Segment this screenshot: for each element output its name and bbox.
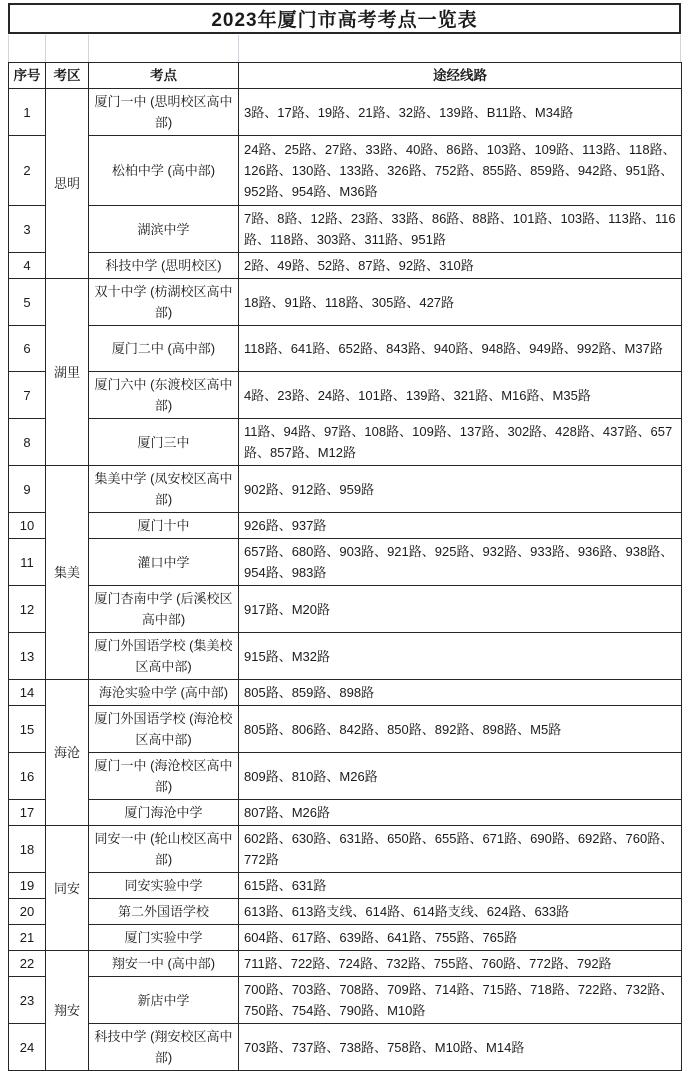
seq-cell: 4 bbox=[9, 253, 46, 279]
routes-cell: 615路、631路 bbox=[239, 873, 682, 899]
seq-cell: 9 bbox=[9, 466, 46, 513]
table-row bbox=[9, 279, 682, 326]
routes-cell: 805路、806路、842路、850路、892路、898路、M5路 bbox=[239, 706, 682, 753]
district-cell: 湖里 bbox=[46, 279, 89, 466]
site-cell: 厦门外国语学校 (集美校区高中部) bbox=[89, 633, 239, 680]
seq-cell: 17 bbox=[9, 800, 46, 826]
routes-cell: 3路、17路、19路、21路、32路、139路、B11路、M34路 bbox=[239, 89, 682, 136]
table-row bbox=[9, 539, 682, 586]
table-row bbox=[9, 753, 682, 800]
site-cell: 科技中学 (思明校区) bbox=[89, 253, 239, 279]
table-row bbox=[9, 372, 682, 419]
district-cell: 翔安 bbox=[46, 951, 89, 1071]
table-row bbox=[9, 466, 682, 513]
district-cell: 同安 bbox=[46, 826, 89, 951]
table-row bbox=[9, 977, 682, 1024]
site-cell: 厦门一中 (思明校区高中部) bbox=[89, 89, 239, 136]
routes-cell: 24路、25路、27路、33路、40路、86路、103路、109路、113路、118路、126路、130路、133路、326路、752路、855路、859路、942路、951路、952路、954路、M36路 bbox=[239, 136, 682, 206]
routes-cell: 7路、8路、12路、23路、33路、86路、88路、101路、103路、113路、116路、118路、303路、311路、951路 bbox=[239, 206, 682, 253]
table-row bbox=[9, 706, 682, 753]
routes-cell: 602路、630路、631路、650路、655路、671路、690路、692路、760路、772路 bbox=[239, 826, 682, 873]
col-header-seq: 序号 bbox=[9, 63, 46, 89]
routes-cell: 700路、703路、708路、709路、714路、715路、718路、722路、732路、750路、754路、790路、M10路 bbox=[239, 977, 682, 1024]
site-cell: 厦门外国语学校 (海沧校区高中部) bbox=[89, 706, 239, 753]
gridline-gap bbox=[8, 34, 681, 62]
seq-cell: 13 bbox=[9, 633, 46, 680]
district-cell: 海沧 bbox=[46, 680, 89, 826]
seq-cell: 16 bbox=[9, 753, 46, 800]
site-cell: 厦门海沧中学 bbox=[89, 800, 239, 826]
site-cell: 双十中学 (枋湖校区高中部) bbox=[89, 279, 239, 326]
gridline bbox=[680, 35, 681, 62]
routes-cell: 915路、M32路 bbox=[239, 633, 682, 680]
table-row bbox=[9, 899, 682, 925]
table-row bbox=[9, 513, 682, 539]
routes-cell: 809路、810路、M26路 bbox=[239, 753, 682, 800]
seq-cell: 2 bbox=[9, 136, 46, 206]
site-cell: 厦门杏南中学 (后溪校区高中部) bbox=[89, 586, 239, 633]
exam-sites-table bbox=[8, 62, 682, 1071]
site-cell: 厦门十中 bbox=[89, 513, 239, 539]
col-header-routes: 途经线路 bbox=[239, 63, 682, 89]
seq-cell: 15 bbox=[9, 706, 46, 753]
site-cell: 灌口中学 bbox=[89, 539, 239, 586]
table-title: 2023年厦门市高考考点一览表 bbox=[8, 3, 681, 34]
seq-cell: 23 bbox=[9, 977, 46, 1024]
routes-cell: 805路、859路、898路 bbox=[239, 680, 682, 706]
site-cell: 厦门二中 (高中部) bbox=[89, 326, 239, 372]
site-cell: 集美中学 (凤安校区高中部) bbox=[89, 466, 239, 513]
seq-cell: 22 bbox=[9, 951, 46, 977]
table-row bbox=[9, 633, 682, 680]
seq-cell: 19 bbox=[9, 873, 46, 899]
table-row bbox=[9, 586, 682, 633]
gridline bbox=[8, 35, 9, 62]
table-row bbox=[9, 826, 682, 873]
routes-cell: 4路、23路、24路、101路、139路、321路、M16路、M35路 bbox=[239, 372, 682, 419]
site-cell: 同安实验中学 bbox=[89, 873, 239, 899]
table-row bbox=[9, 800, 682, 826]
seq-cell: 24 bbox=[9, 1024, 46, 1071]
seq-cell: 21 bbox=[9, 925, 46, 951]
site-cell: 厦门一中 (海沧校区高中部) bbox=[89, 753, 239, 800]
site-cell: 湖滨中学 bbox=[89, 206, 239, 253]
seq-cell: 20 bbox=[9, 899, 46, 925]
site-cell: 松柏中学 (高中部) bbox=[89, 136, 239, 206]
routes-cell: 118路、641路、652路、843路、940路、948路、949路、992路、M37路 bbox=[239, 326, 682, 372]
table-row bbox=[9, 89, 682, 136]
seq-cell: 10 bbox=[9, 513, 46, 539]
seq-cell: 6 bbox=[9, 326, 46, 372]
routes-cell: 657路、680路、903路、921路、925路、932路、933路、936路、938路、954路、983路 bbox=[239, 539, 682, 586]
routes-cell: 807路、M26路 bbox=[239, 800, 682, 826]
district-cell: 思明 bbox=[46, 89, 89, 279]
gridline bbox=[45, 35, 46, 62]
routes-cell: 917路、M20路 bbox=[239, 586, 682, 633]
seq-cell: 5 bbox=[9, 279, 46, 326]
routes-cell: 703路、737路、738路、758路、M10路、M14路 bbox=[239, 1024, 682, 1071]
table-row bbox=[9, 136, 682, 206]
site-cell: 新店中学 bbox=[89, 977, 239, 1024]
table-row bbox=[9, 253, 682, 279]
seq-cell: 18 bbox=[9, 826, 46, 873]
header-row bbox=[9, 63, 682, 89]
routes-cell: 11路、94路、97路、108路、109路、137路、302路、428路、437路、657路、857路、M12路 bbox=[239, 419, 682, 466]
seq-cell: 8 bbox=[9, 419, 46, 466]
site-cell: 科技中学 (翔安校区高中部) bbox=[89, 1024, 239, 1071]
routes-cell: 902路、912路、959路 bbox=[239, 466, 682, 513]
table-row bbox=[9, 206, 682, 253]
site-cell: 厦门三中 bbox=[89, 419, 239, 466]
seq-cell: 14 bbox=[9, 680, 46, 706]
table-row bbox=[9, 419, 682, 466]
table-row bbox=[9, 326, 682, 372]
site-cell: 翔安一中 (高中部) bbox=[89, 951, 239, 977]
table-row bbox=[9, 873, 682, 899]
gridline bbox=[238, 35, 239, 62]
routes-cell: 18路、91路、118路、305路、427路 bbox=[239, 279, 682, 326]
routes-cell: 2路、49路、52路、87路、92路、310路 bbox=[239, 253, 682, 279]
site-cell: 海沧实验中学 (高中部) bbox=[89, 680, 239, 706]
col-header-site: 考点 bbox=[89, 63, 239, 89]
seq-cell: 11 bbox=[9, 539, 46, 586]
seq-cell: 1 bbox=[9, 89, 46, 136]
seq-cell: 3 bbox=[9, 206, 46, 253]
site-cell: 同安一中 (轮山校区高中部) bbox=[89, 826, 239, 873]
site-cell: 厦门六中 (东渡校区高中部) bbox=[89, 372, 239, 419]
seq-cell: 12 bbox=[9, 586, 46, 633]
routes-cell: 926路、937路 bbox=[239, 513, 682, 539]
routes-cell: 711路、722路、724路、732路、755路、760路、772路、792路 bbox=[239, 951, 682, 977]
routes-cell: 613路、613路支线、614路、614路支线、624路、633路 bbox=[239, 899, 682, 925]
table-row bbox=[9, 951, 682, 977]
routes-cell: 604路、617路、639路、641路、755路、765路 bbox=[239, 925, 682, 951]
seq-cell: 7 bbox=[9, 372, 46, 419]
table-row bbox=[9, 680, 682, 706]
site-cell: 第二外国语学校 bbox=[89, 899, 239, 925]
gridline bbox=[88, 35, 89, 62]
district-cell: 集美 bbox=[46, 466, 89, 680]
table-row bbox=[9, 925, 682, 951]
table-row bbox=[9, 1024, 682, 1071]
col-header-district: 考区 bbox=[46, 63, 89, 89]
site-cell: 厦门实验中学 bbox=[89, 925, 239, 951]
